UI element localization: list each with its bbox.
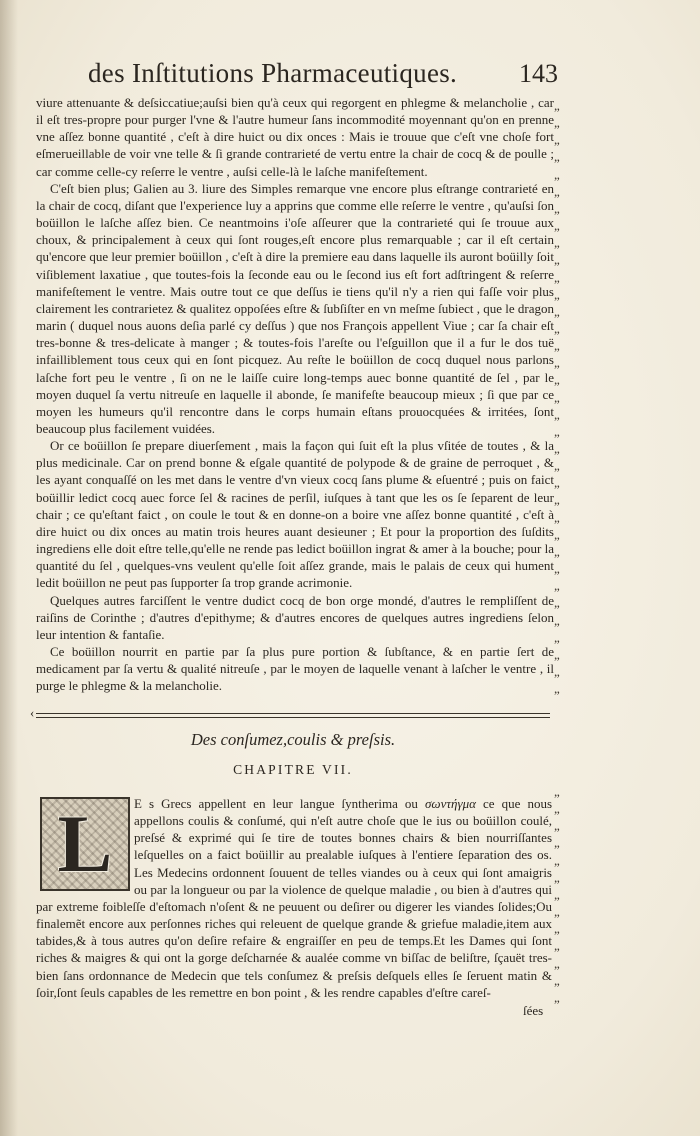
margin-quote-mark: „ xyxy=(554,561,560,577)
margin-quote-mark: „ xyxy=(554,183,560,199)
catchword: ſées xyxy=(523,1003,544,1018)
margin-quote-mark: „ xyxy=(554,475,560,491)
margin-quote-mark: „ xyxy=(554,801,560,817)
margin-quote-mark: „ xyxy=(554,938,560,954)
margin-quote-mark: „ xyxy=(554,818,560,834)
margin-quote-mark: „ xyxy=(554,646,560,662)
margin-quote-mark: „ xyxy=(554,869,560,885)
paragraph: C'eſt bien plus; Galien au 3. liure des Simples remarque vne encore plus eſtrange contrarieté en la chair de cocq, diſant que l'experience luy a apprins que comme elle reſerre le ventre , qu'auſsi ſon boüillon le laſche aſſez bien. Ce neantmoins i'oſe aſſeurer que la contrarieté qui ſe trouue aux choux, & principalement à ceux qui ſont rouges,eſt encore plus remarquable ; car il eſt certain qu'encore que leur premier boüillon , c'eſt à dire la premiere eau dans laquelle ils auront boüilly ſoit viſiblement laxatiue , que toutes-fois la ſeconde eau ou le ſecond ius eſt fort adſtringent & reſerre manifeſtement le ventre. Mais outre tout ce que deſſus ie tiens qu'il n'y a rien qui faſſe voir plus clairement les contrarietez & qualitez oppoſées eſtre & ſubſiſter en vn meſme ſubiect , que le dragon marin ( duquel nous auons deſia parlé cy deſſus ) que nos François appellent Viue ; car ſa chair eſt tres-bonne & tres-delicate à manger ; & toutes-fois l'areſte ou l'eſguillon que il a fur le dos tuë infailliblement tous ceux qui en ſont picquez. Au reſte le boüillon de cocq duquel nous parlons laſche fort peu le ventre , ſi on ne le laiſſe cuire long-temps auec bonne quantité de ſel , par le moyen duquel ſa vertu nitreuſe en laquelle il abonde, ſe manifeſte beaucoup mieux ; ſi que par ce moyen les humeurs qu'il rencontre dans le corps humain eſtans prouocquées & irritées, ſont beaucoup plus facilement vuidées. xyxy=(36,180,554,436)
margin-quote-mark: „ xyxy=(554,784,560,799)
margin-quote-mark: „ xyxy=(554,612,560,628)
margin-quote-mark: „ xyxy=(554,149,560,165)
margin-quote-mark: „ xyxy=(554,355,560,371)
margin-quote-mark: „ xyxy=(554,406,560,422)
paragraph: Or ce boüillon ſe prepare diuerſement , mais la façon qui ſuit eſt la plus vſitée de toutes , & la plus medicinale. Car on prend bonne & eſgale quantité de polypode & de graine de perroquet , & les ayant conquaſſé on les met dans le ventre d'vn vieux cocq ſans plume & eſuentré ; puis on faict boüillir ledict cocq auec force ſel & racines de perſil, iuſques à tant que les os ſe ſeparent de leur chair ; ce qu'eſtant faict , on coule le tout & en donne-on a boire vne aſſez bonne quantité , c'eſt à dire huict ou dix onces au matin trois heures auant desieuner ; Et pour la proportion des ſuſdits ingrediens elle doit eſtre telle,qu'elle ne rende pas ledict boüillon ingrat & amer à la bouche; pour la quantité du ſel , quelques-vns veulent qu'elle ſoit aſſez grande, mais le palais de ceux qui hument ledit boüillon ne peut pas ſupporter ſa trop grande acrimonie. xyxy=(36,438,554,591)
margin-quote-mark: „ xyxy=(554,320,560,336)
margin-quote-mark: „ xyxy=(554,921,560,937)
margin-quote-mark: „ xyxy=(554,389,560,405)
chapter-text-rest: ce que nous appellons coulis & conſumé, qui n'eſt autre choſe que le ius ou boüillon coulé, preſsé & exprimé qui ſe tire de toutes bonnes chairs & bien nourriſſantes leſquelles on a faict boüillir au prealable iuſques à l'entiere ſeparation des os. Les Medecins ordonnent ſouuent de telles viandes ou à ceux qui ſont amaigris ou par la longueur ou par la violence de quelque maladie , ou bien à d'autres qui par extreme foibleſſe d'eſtomach n'oſent & ne peuuent ou deſirer ou digerer les viandes ſolides;Ou finalemẽt encore aux perſonnes riches qui releuent de quelque grande & griefue maladie,item aux tabides,& à tous autres qu'on deſire refaire & engraiſſer en peu de temps.Et les Dames qui ſont riches & maigres & qui ont la gorge deſcharnée & aualée comme vn biſſac de beliſtre, ſçauët tres-bien ſans ordonnance de Medecin que tels conſumez & preſsis deſquels elles ſe ſeruent matin & ſoir,ſont ſeuls capables de les remettre en bon point , & les rendre capables d'eſtre careſ- xyxy=(36,796,552,1000)
margin-quote-mark: „ xyxy=(554,526,560,542)
margin-quote-mark: „ xyxy=(554,338,560,354)
margin-quote-mark: „ xyxy=(554,372,560,388)
margin-quote-mark: „ xyxy=(554,458,560,474)
gutter-shadow xyxy=(0,0,18,1136)
margin-quote-mark: „ xyxy=(554,303,560,319)
margin-quote-mark: „ xyxy=(554,269,560,285)
margin-quote-mark: „ xyxy=(554,595,560,611)
margin-quote-mark: „ xyxy=(554,286,560,302)
margin-quote-mark: „ xyxy=(554,663,560,679)
margin-quote-mark: „ xyxy=(554,972,560,988)
margin-quote-mark: „ xyxy=(554,252,560,268)
margin-quote-mark: „ xyxy=(554,989,560,1005)
margin-quote-mark: „ xyxy=(554,235,560,251)
paragraph: Ce boüillon nourrit en partie par ſa plus pure portion & ſubſtance, & en partie ſert de medicament par ſa vertu & qualité nitreuſe , par le moyen de laquelle venant à laſcher le ventre , il purge le phlegme & la melancholie. xyxy=(36,644,554,694)
greek-word: σωντήγμα xyxy=(425,796,476,811)
section-title: Des conſumez,coulis & preſsis. xyxy=(190,730,396,749)
paragraph: viure attenuante & deſsiccatiue;auſsi bien qu'à ceux qui regorgent en phlegme & melancholie , car il eſt tres-propre pour purger l'vne & l'autre humeur ſans incommodité moyennant qu'on en prenne vne aſſez bonne quantité , c'eſt à dire huict ou dix onces : Mais ie trouue que c'eſt vne choſe fort eſmerueillable de voir vne telle & ſi grande contrarieté de vertu entre la chair de cocq & de poulle ; car comme celle-cy reſerre le ventre , auſsi celle-là le laſche manifeſtement. xyxy=(36,95,554,179)
chapter-text-lead: E s Grecs appellent en leur langue ſyntherima ou xyxy=(134,796,425,811)
rule-ornament: ‹ xyxy=(30,705,35,720)
margin-quote-mark: „ xyxy=(554,166,560,182)
margin-quote-mark: „ xyxy=(554,98,560,113)
margin-quote-mark: „ xyxy=(554,578,560,594)
decorated-initial xyxy=(40,797,130,891)
margin-quote-mark: „ xyxy=(554,423,560,439)
margin-quote-mark: „ xyxy=(554,509,560,525)
paragraph: Quelques autres farciſſent le ventre dudict cocq de bon orge mondé, d'autres le rempliſſent de raiſins de Corinthe ; d'autres d'epithyme; & d'autres encores de quelques autres ingrediens ſelon leur intention & fantaſie. xyxy=(36,592,554,642)
margin-quote-mark: „ xyxy=(554,886,560,902)
margin-quote-mark: „ xyxy=(554,441,560,456)
running-title: des Inſtitutions Pharmaceutiques. xyxy=(88,58,458,88)
margin-quote-mark: „ xyxy=(554,955,560,971)
body-text xyxy=(36,94,554,694)
margin-quote-mark: „ xyxy=(554,132,560,148)
margin-quote-mark: „ xyxy=(554,629,560,645)
page-number: 143 xyxy=(519,59,558,88)
margin-quote-mark: „ xyxy=(554,543,560,559)
margin-quote-mark: „ xyxy=(554,835,560,851)
margin-quote-mark: „ xyxy=(554,852,560,868)
decorated-initial-letter: L xyxy=(57,798,113,889)
margin-quote-mark: „ xyxy=(554,681,560,697)
margin-quote-mark: „ xyxy=(554,200,560,216)
section-divider xyxy=(36,713,550,718)
margin-quote-mark: „ xyxy=(554,115,560,131)
margin-quote-mark: „ xyxy=(554,218,560,234)
chapter-heading: CHAPITRE VII. xyxy=(233,762,353,777)
margin-quote-mark: „ xyxy=(554,904,560,920)
running-head xyxy=(88,58,558,92)
margin-quote-mark: „ xyxy=(554,492,560,508)
